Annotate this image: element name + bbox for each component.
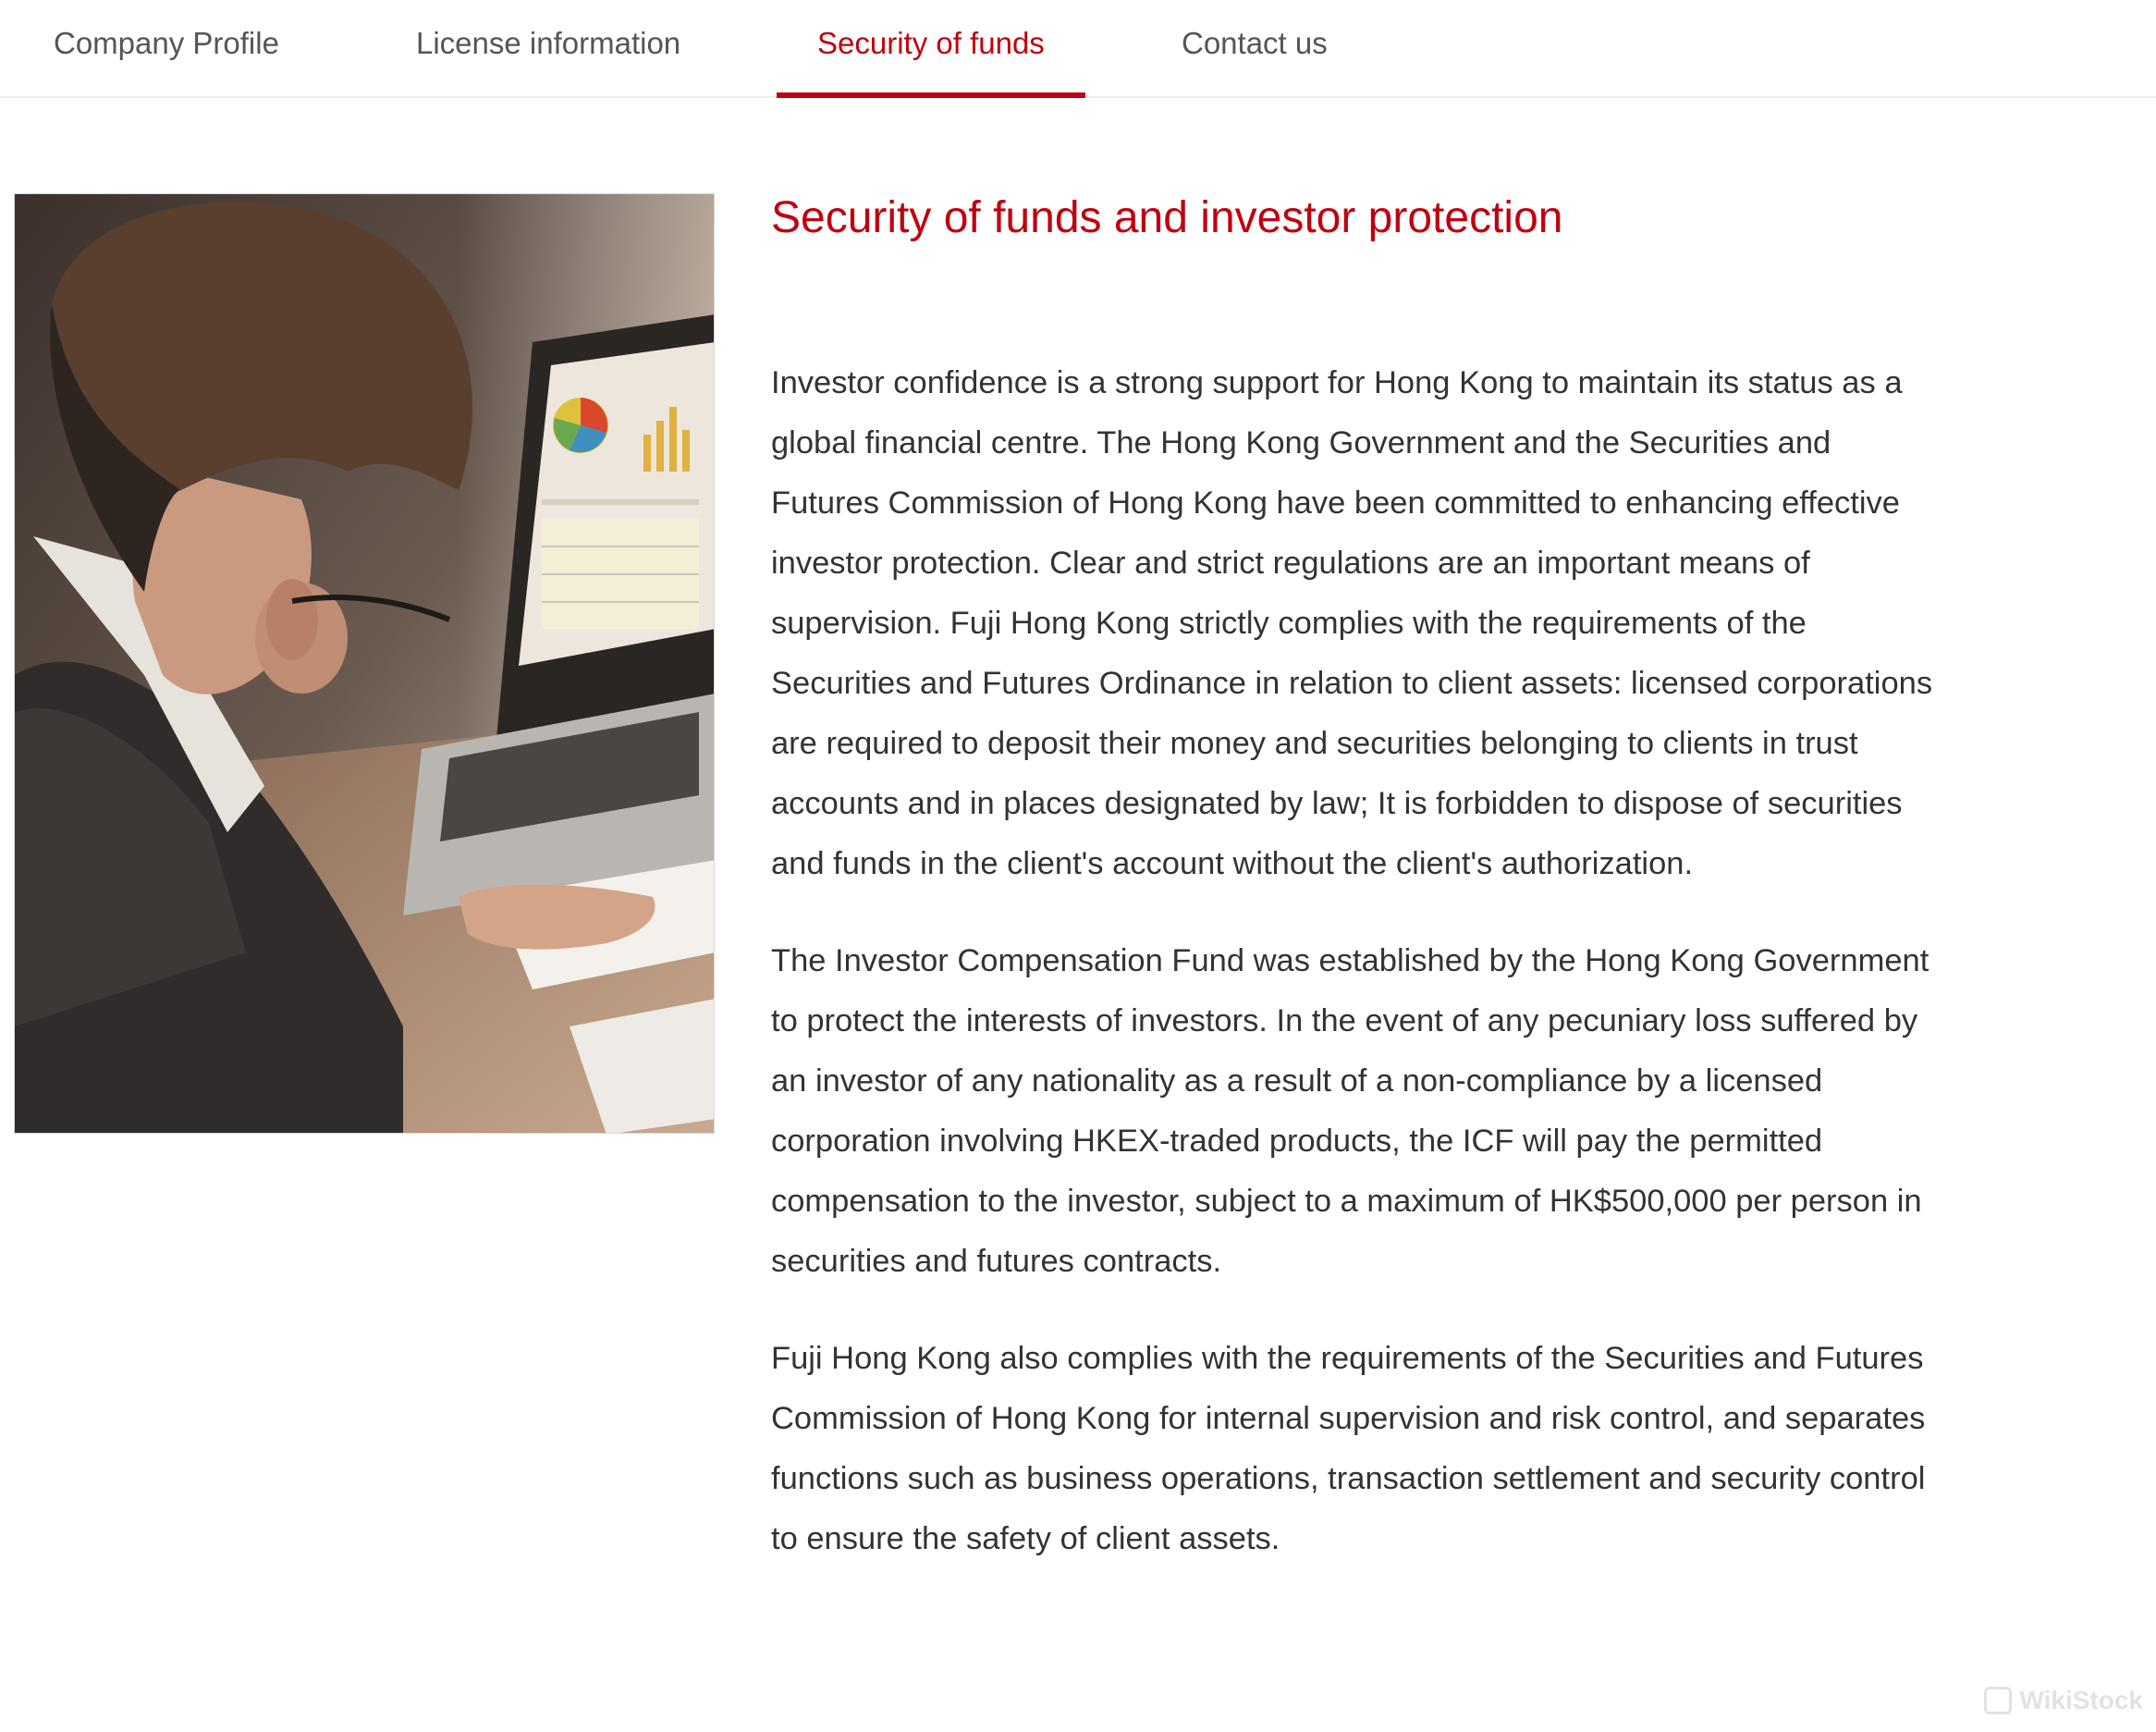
paragraph-investor-confidence: Investor confidence is a strong support for Hong Kong to maintain its status as a global financial centre. The Hong Kong Government and the Securities and Futures Commission of Hong Kong have been committed to enhancing effective investor protection. Clear and strict regulations are an important means of supervision. Fuji Hong Kong strictly complies with the requirements of the Securities and Futures Ordinance in relation to client assets: licensed corporations are required to deposit their money and securities belonging to clients in trust accounts and in places designated by law; It is forbidden to dispose of securities and funds in the client's account without the client's authorization. <box>771 365 1933 881</box>
watermark-text: WikiStock <box>2019 1686 2143 1714</box>
paragraph-internal-supervision: Fuji Hong Kong also complies with the requirements of the Securities and Futures Commission of Hong Kong for internal supervision and risk control, and separates functions such as business operations, transaction settlement and security control to ensure the safety of client assets. <box>771 1341 1926 1556</box>
paragraph-compensation-fund: The Investor Compensation Fund was established by the Hong Kong Government to protect the interests of investors. In the event of any pecuniary loss suffered by an investor of any nationality as a result of a non-compliance by a licensed corporation involving HKEX-traded products, the ICF will pay the permitted compensation to the investor, subject to a maximum of HK$500,000 per person in securities and futures contracts. <box>771 943 1929 1279</box>
tab-contact-us[interactable]: Contact us <box>1182 26 1328 60</box>
tab-security-of-funds[interactable]: Security of funds <box>777 0 1085 98</box>
watermark <box>1984 1686 2143 1715</box>
tab-bar <box>0 0 2156 98</box>
businessman-laptop-photo <box>14 193 715 1134</box>
wikistock-logo-icon <box>1984 1687 2012 1714</box>
page-title: Security of funds and investor protection <box>771 193 1563 242</box>
article-body <box>771 353 1945 1606</box>
tab-license-information[interactable]: License information <box>416 26 681 60</box>
tab-company-profile[interactable]: Company Profile <box>54 26 279 60</box>
